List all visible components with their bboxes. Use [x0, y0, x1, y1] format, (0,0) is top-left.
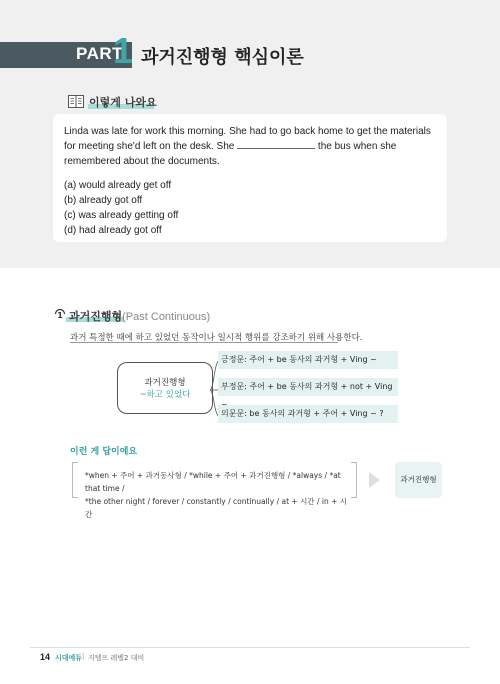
- section-subtitle: (Past Continuous): [122, 311, 211, 323]
- part-number: 1: [113, 30, 134, 71]
- concept-meaning: ~하고 있었다: [139, 390, 191, 400]
- left-bracket: [72, 462, 78, 498]
- answer-blank: [237, 140, 315, 149]
- footer-brand: 시대에듀: [55, 654, 83, 662]
- section-number-badge: [54, 307, 66, 321]
- option-c: (c) was already getting off: [64, 210, 179, 221]
- option-d: (d) had already got off: [64, 225, 162, 236]
- book-icon: [68, 95, 84, 108]
- signal-words: [85, 469, 351, 521]
- signal-words-line-2: *the other night / forever / constantly / continually / at + 시간 / in + 시간: [85, 497, 348, 519]
- right-bracket: [351, 462, 357, 498]
- footer-divider: [30, 647, 470, 648]
- answer-section-title: 이런 게 답이에요: [70, 447, 138, 457]
- rule-negative: 부정문: 주어 + be 동사의 과거형 + not + Ving: [218, 378, 398, 396]
- rule-affirmative: 긍정문: 주어 + be 동사의 과거형 + Ving ~: [218, 351, 398, 369]
- exam-section-label: 이렇게 나와요: [89, 96, 157, 109]
- footer-separator: |: [82, 652, 85, 660]
- footer-subtitle: 지텔프 레벨2 대비: [88, 654, 145, 662]
- question-text-after: the bus when she remembered about the documents.: [64, 141, 397, 167]
- option-a: (a) would already get off: [64, 180, 172, 191]
- concept-title: 과거진행형: [144, 378, 186, 388]
- question-text: [64, 124, 436, 169]
- page-number: 14: [40, 652, 51, 662]
- chapter-title: 과거진행형 핵심이론: [141, 47, 304, 68]
- part-label: PART: [76, 44, 124, 63]
- section-description: 과거 특정한 때에 하고 있었던 동작이나 일시적 행위를 강조하기 위해 사용한다.: [70, 333, 363, 343]
- description-underline: [70, 342, 338, 343]
- answer-result-box: 과거진행형: [395, 462, 442, 498]
- option-list: [64, 178, 178, 238]
- arrow-right-icon: [369, 472, 380, 488]
- signal-words-line-1: *when + 주어 + 과거동사형 / *while + 주어 + 과거진행형 / *always / *at that time /: [85, 471, 341, 493]
- section-title: [69, 308, 210, 324]
- question-text-before: Linda was late for work this morning. She had to go back home to get the materials for meeting she'd left on the desk. She: [64, 126, 431, 152]
- option-b: (b) already got off: [64, 195, 143, 206]
- section-number: 1: [57, 311, 63, 320]
- rule-interrogative: 의문문: be 동사의 과거형 + 주어 + Ving ~ ?: [218, 405, 398, 423]
- section-title-text: 과거진행형: [69, 310, 123, 323]
